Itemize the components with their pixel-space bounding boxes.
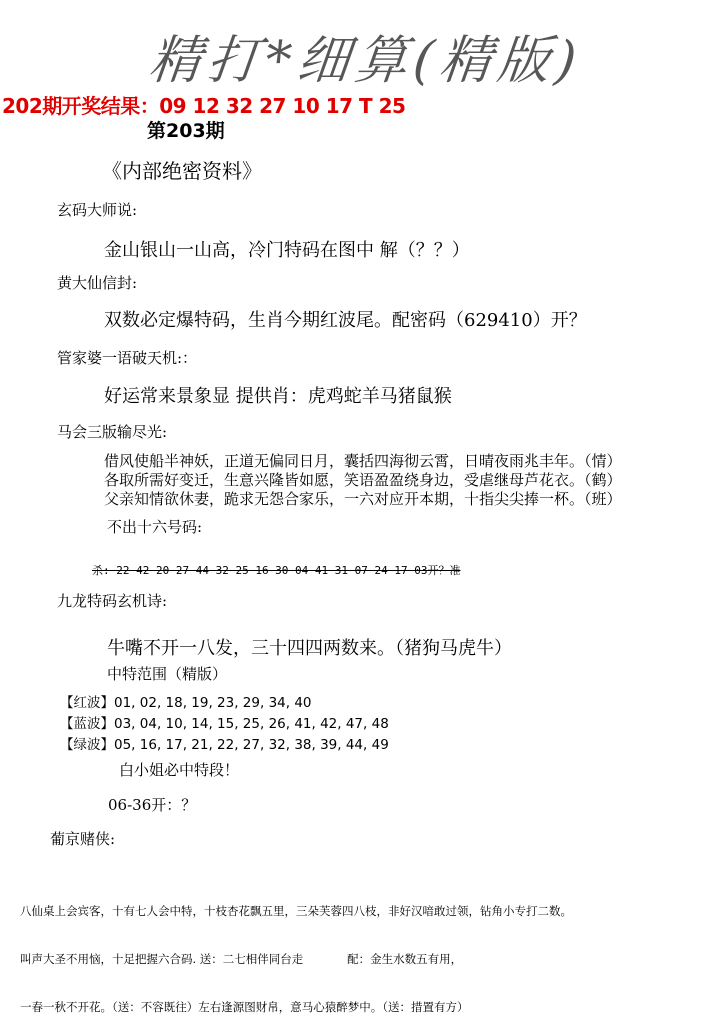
banner-title: 精打*细算(精版) bbox=[146, 31, 586, 91]
section-label-pujing: 葡京赌侠: bbox=[50, 830, 116, 848]
footer-line-1: 八仙桌上会宾客，十有七人会中特，十枝杏花飘五里，三朵芙蓉四八枝，非好汉喑敢过领，钻角小专打二数。 bbox=[20, 904, 572, 918]
section-text-guanjiapo: 好运常来景象显 提供肖：虎鸡蛇羊马猪鼠猴 bbox=[104, 386, 452, 407]
section-text-huangdaxian: 双数必定爆特码，生肖今期红波尾。配密码（629410）开？ bbox=[104, 310, 587, 331]
range-title: 中特范围（精版） bbox=[107, 665, 228, 683]
footer-verse bbox=[20, 871, 572, 1031]
kill-numbers: 杀: 22 42 20 27 44 32 25 16 30 04 41 31 07 24 17 03开？准 bbox=[92, 564, 461, 577]
footer-line-3: 一春一秋不开花。（送：不容既往）左右逢源图财帛，意马心猿醉梦中。（送：措置有方） bbox=[20, 1000, 469, 1014]
section-label-xuanma: 玄码大师说: bbox=[57, 201, 138, 219]
issue-number: 第203期 bbox=[147, 120, 225, 142]
poem-line-1: 借风使船半神妖，正道无偏同日月，囊括四海彻云霄，日晴夜雨兆丰年。（情） bbox=[104, 452, 622, 470]
blue-wave-numbers: 【蓝波】03, 04, 10, 14, 15, 25, 26, 41, 42, 47, 48 bbox=[60, 716, 389, 732]
section-text-xuanma: 金山银山一山高，冷门特码在图中 解（？？） bbox=[104, 240, 470, 261]
poem-line-3: 父亲知情欲休妻，跪求无怨合家乐，一六对应开本期，十指尖尖捧一杯。（班） bbox=[104, 490, 622, 508]
red-wave-numbers: 【红波】01, 02, 18, 19, 23, 29, 34, 40 bbox=[60, 695, 312, 711]
document-title: 《内部绝密资料》 bbox=[102, 159, 262, 183]
section-label-mahui: 马会三版输尽光: bbox=[57, 423, 168, 441]
bai-xiaojie-line: 白小姐必中特段！ bbox=[119, 761, 240, 779]
section-text-jiulong: 牛嘴不开一八发，三十四四两数来。（猪狗马虎牛） bbox=[107, 638, 512, 659]
footer-line-2: 叫声大圣不用恼，十足把握六合码. 送：二七相伴同台走 配：金生水数五有用， bbox=[20, 952, 463, 966]
section-label-huangdaxian: 黄大仙信封: bbox=[57, 274, 138, 292]
section-label-jiulong: 九龙特码玄机诗: bbox=[57, 592, 168, 610]
section-label-buchu: 不出十六号码: bbox=[107, 518, 203, 536]
poem-line-2: 各取所需好变迁，生意兴隆皆如愿，笑语盈盈绕身边，受虐继母芦花衣。（鹤） bbox=[104, 471, 622, 489]
draw-result-line: 202期开奖结果：09 12 32 27 10 17 T 25 bbox=[2, 94, 406, 118]
duan-line: 06-36开：？ bbox=[108, 796, 197, 814]
green-wave-numbers: 【绿波】05, 16, 17, 21, 22, 27, 32, 38, 39, 44, 49 bbox=[60, 737, 389, 753]
section-label-guanjiapo: 管家婆一语破天机:： bbox=[57, 349, 198, 367]
